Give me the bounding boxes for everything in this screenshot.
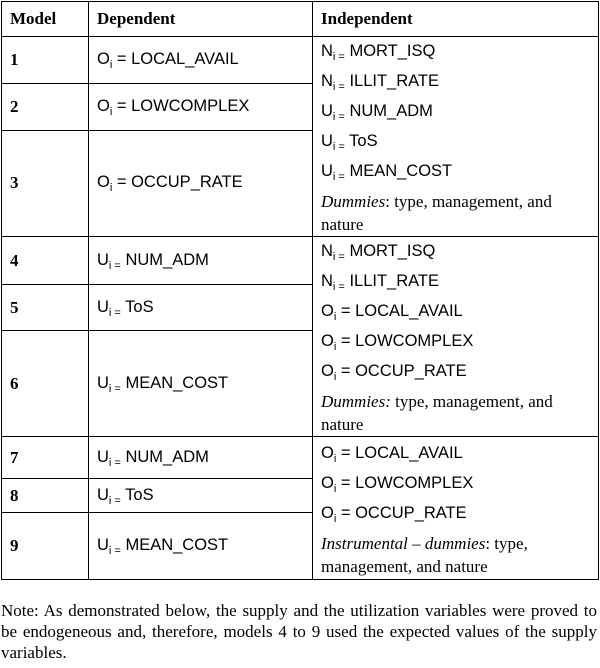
ind-symbol: N: [321, 42, 333, 60]
table-row: [2, 37, 599, 84]
ind-symbol: O: [321, 302, 334, 320]
ind-symbol: O: [321, 332, 334, 350]
dep-symbol: U: [97, 447, 109, 466]
dep-symbol: O: [97, 173, 110, 192]
dep-symbol: O: [97, 97, 110, 116]
header-dependent: Dependent: [89, 2, 313, 37]
model-number: 1: [2, 37, 89, 84]
ind-name: ToS: [344, 132, 378, 150]
ind-subscript: i =: [332, 281, 345, 293]
dep-name: = OCCUP_RATE: [112, 173, 243, 192]
model-number: 5: [2, 285, 89, 331]
dummies-line: [321, 529, 590, 578]
independent-variables: [313, 237, 599, 437]
ind-name: MORT_ISQ: [344, 242, 436, 260]
independent-variable: [321, 97, 590, 127]
ind-subscript: i =: [332, 251, 345, 263]
ind-symbol: U: [321, 132, 333, 150]
independent-variable: [321, 127, 590, 157]
dep-name: NUM_ADM: [120, 250, 209, 269]
dummies-text: type, management, and nature: [321, 392, 553, 434]
model-number: 3: [2, 130, 89, 236]
dummies-line: [321, 387, 590, 436]
ind-symbol: O: [321, 473, 334, 492]
dep-subscript: i =: [108, 456, 121, 469]
dependent-variable: [89, 84, 313, 130]
independent-variable: [321, 157, 590, 187]
ind-name: = LOWCOMPLEX: [336, 332, 474, 350]
table-row: [2, 437, 599, 479]
table-body: [2, 37, 599, 580]
dummies-label: Instrumental – dummies: [321, 533, 486, 553]
dep-subscript: i: [109, 182, 113, 195]
ind-subscript: i =: [332, 141, 345, 153]
dep-subscript: i =: [108, 306, 121, 319]
dependent-variable: [89, 285, 313, 331]
independent-variable: [321, 37, 590, 67]
dep-subscript: i =: [108, 545, 121, 557]
dependent-variable: [89, 437, 313, 479]
independent-variable: [321, 439, 590, 469]
independent-variables: [313, 37, 599, 237]
independent-variable: [321, 357, 590, 387]
ind-subscript: i: [333, 311, 337, 323]
dep-name: = LOCAL_AVAIL: [112, 50, 239, 69]
dep-symbol: U: [97, 485, 109, 504]
ind-subscript: i: [333, 512, 337, 525]
dep-subscript: i =: [108, 382, 121, 395]
model-number: 9: [2, 513, 89, 580]
dep-name: = LOWCOMPLEX: [112, 97, 250, 116]
dep-name: ToS: [120, 485, 154, 504]
dep-symbol: U: [97, 373, 109, 392]
dummies-label: Dummies:: [321, 392, 391, 411]
ind-name: MORT_ISQ: [344, 42, 436, 60]
dependent-variable: [89, 130, 313, 236]
model-number: 2: [2, 84, 89, 130]
dummies-line: [321, 187, 590, 236]
model-number: 8: [2, 479, 89, 513]
ind-name: = LOWCOMPLEX: [336, 473, 474, 492]
independent-variable: [321, 499, 590, 529]
ind-symbol: O: [321, 362, 334, 380]
ind-subscript: i =: [332, 111, 345, 123]
ind-subscript: i =: [332, 171, 345, 183]
dummies-text: : type, management, and nature: [321, 192, 552, 234]
dep-name: MEAN_COST: [120, 373, 229, 392]
ind-subscript: i =: [332, 51, 345, 63]
dependent-variable: [89, 331, 313, 437]
ind-name: NUM_ADM: [344, 102, 433, 120]
ind-subscript: i: [333, 482, 337, 495]
dummies-label: Dummies: [321, 192, 386, 211]
dep-subscript: i =: [108, 494, 121, 507]
dependent-variable: [89, 513, 313, 580]
header-independent: Independent: [313, 2, 599, 37]
ind-symbol: O: [321, 503, 334, 522]
dep-symbol: U: [97, 250, 109, 269]
ind-symbol: U: [321, 102, 333, 120]
dep-name: NUM_ADM: [120, 447, 209, 466]
independent-variable: [321, 327, 590, 357]
dependent-variable: [89, 479, 313, 513]
ind-name: = OCCUP_RATE: [336, 503, 467, 522]
independent-variable: [321, 267, 590, 297]
ind-name: = LOCAL_AVAIL: [336, 443, 463, 462]
independent-variable: [321, 237, 590, 267]
dep-subscript: i: [109, 59, 113, 72]
dep-symbol: U: [97, 297, 109, 316]
ind-name: = OCCUP_RATE: [336, 362, 467, 380]
ind-name: MEAN_COST: [344, 162, 453, 180]
ind-name: ILLIT_RATE: [344, 272, 440, 290]
ind-symbol: N: [321, 272, 333, 290]
independent-variables: [313, 437, 599, 580]
ind-subscript: i: [333, 341, 337, 353]
dep-subscript: i: [109, 106, 113, 119]
dep-subscript: i =: [108, 259, 121, 272]
dep-name: ToS: [120, 297, 154, 316]
independent-variable: [321, 67, 590, 97]
dep-symbol: U: [97, 536, 109, 554]
model-number: 6: [2, 331, 89, 437]
ind-name: ILLIT_RATE: [344, 72, 440, 90]
model-number: 7: [2, 437, 89, 479]
header-model: Model: [2, 2, 89, 37]
ind-subscript: i =: [332, 81, 345, 93]
table-row: [2, 237, 599, 285]
ind-symbol: N: [321, 242, 333, 260]
dependent-variable: [89, 237, 313, 285]
dependent-variable: [89, 37, 313, 84]
ind-subscript: i: [333, 371, 337, 383]
independent-variable: [321, 297, 590, 327]
model-number: 4: [2, 237, 89, 285]
ind-name: = LOCAL_AVAIL: [336, 302, 463, 320]
ind-symbol: O: [321, 443, 334, 462]
ind-symbol: U: [321, 162, 333, 180]
ind-subscript: i: [333, 452, 337, 465]
header-row: [2, 2, 599, 37]
ind-symbol: N: [321, 72, 333, 90]
independent-variable: [321, 469, 590, 499]
table-note: Note: As demonstrated below, the supply and the utilization variables were proved to be endogeneous and, therefore, models 4 to 9 used the expected values of the supply variables.: [1, 601, 597, 662]
models-table: [1, 1, 599, 580]
dep-name: MEAN_COST: [120, 536, 229, 554]
dummies-text: : type, management, and nature: [321, 533, 528, 576]
dep-symbol: O: [97, 50, 110, 69]
